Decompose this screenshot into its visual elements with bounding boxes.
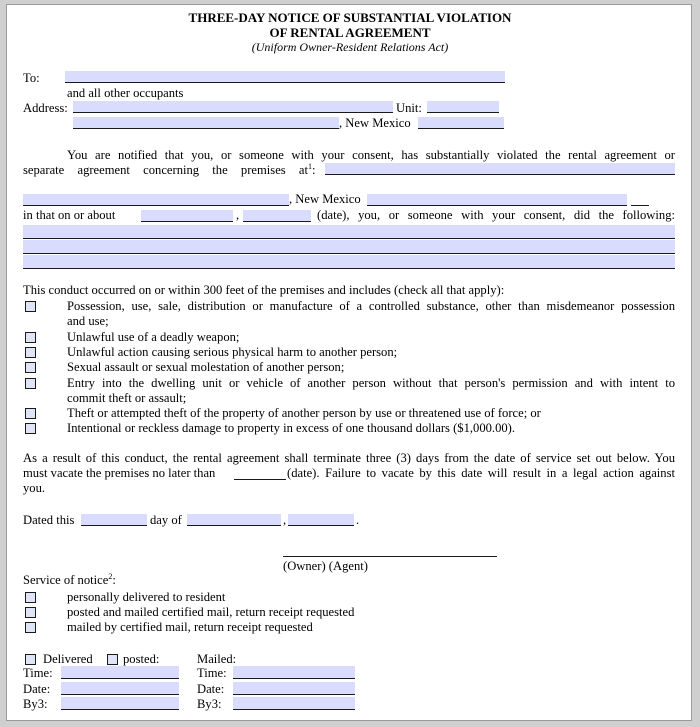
conduct-checkbox-7[interactable] (25, 423, 36, 434)
violation-new-mexico-label: , New Mexico (289, 192, 361, 206)
violation-line-2-colon: : (312, 163, 316, 177)
zip-field[interactable] (418, 117, 504, 129)
termination-line-2b: (date). Failure to vacate by this date will result in a legal action against (287, 466, 675, 480)
mailed-time-field[interactable] (233, 666, 355, 679)
posted-label: posted: (123, 652, 160, 666)
to-label: To: (23, 71, 40, 85)
delivered-time-label: Time: (23, 666, 53, 680)
subtitle: (Uniform Owner-Resident Relations Act) (251, 40, 449, 54)
date-field-1[interactable] (141, 210, 233, 222)
service-label-colon: : (112, 573, 116, 587)
delivered-date-field[interactable] (61, 682, 179, 695)
unit-field[interactable] (427, 101, 499, 113)
posted-checkbox[interactable] (107, 654, 118, 665)
delivered-by-field[interactable] (61, 697, 179, 710)
service-of-notice-label (23, 573, 116, 588)
violation-line-2-text: separate agreement concerning the premises at (23, 163, 308, 177)
conduct-checkbox-5[interactable] (25, 378, 36, 389)
dated-comma: , (283, 513, 287, 527)
date-comma: , (236, 208, 240, 222)
delivered-time-field[interactable] (61, 666, 179, 679)
conduct-item-4: Sexual assault or sexual molestation of another person; (67, 360, 345, 374)
mailed-date-field[interactable] (233, 682, 355, 695)
delivered-checkbox[interactable] (25, 654, 36, 665)
service-option-3: mailed by certified mail, return receipt requested (67, 620, 313, 634)
mailed-time-label: Time: (197, 666, 227, 680)
to-field[interactable] (65, 71, 505, 83)
conduct-item-7: Intentional or reckless damage to property in excess of one thousand dollars ($1,000.00). (67, 421, 516, 435)
on-or-about-label: in that on or about (23, 208, 116, 222)
mailed-date-label: Date: (197, 682, 225, 696)
owner-agent-label: (Owner) (Agent) (283, 559, 368, 573)
notice-page (6, 4, 692, 721)
conduct-item-5-line-2: commit theft or assault; (67, 391, 187, 405)
violation-line-1: You are notified that you, or someone with your consent, has substantially violated the rental agreement or (67, 148, 675, 162)
termination-line-1: As a result of this conduct, the rental agreement shall terminate three (3) days from the date of service set out below. You (23, 451, 675, 465)
violation-line-2 (23, 163, 315, 178)
premises-field-2[interactable] (23, 194, 289, 206)
date-field-2[interactable] (243, 210, 311, 222)
address-field-2[interactable] (73, 117, 339, 129)
premises-field-1[interactable] (325, 163, 675, 175)
conduct-item-3: Unlawful action causing serious physical harm to another person; (67, 345, 398, 359)
dated-day-field[interactable] (81, 514, 147, 526)
premises-field-3[interactable] (367, 194, 627, 206)
description-field-2[interactable] (23, 240, 675, 254)
conduct-checkbox-6[interactable] (25, 408, 36, 419)
service-label-text: Service of notice (23, 573, 109, 587)
premises-blank (631, 205, 649, 206)
conduct-checkbox-4[interactable] (25, 362, 36, 373)
signature-line[interactable] (283, 556, 497, 557)
address-label: Address: (23, 101, 68, 115)
description-field-3[interactable] (23, 255, 675, 269)
service-option-2: posted and mailed certified mail, return receipt requested (67, 605, 355, 619)
did-the-following-label: (date), you, or someone with your consent, did the following: (317, 208, 675, 222)
conduct-checkbox-3[interactable] (25, 347, 36, 358)
title-line-2: OF RENTAL AGREEMENT (269, 25, 431, 40)
service-checkbox-1[interactable] (25, 592, 36, 603)
dated-this-label: Dated this (23, 513, 75, 527)
service-checkbox-3[interactable] (25, 622, 36, 633)
mailed-by-field[interactable] (233, 697, 355, 710)
conduct-item-5-line-1: Entry into the dwelling unit or vehicle of another person without that person's permission and with intent to (67, 376, 675, 390)
footnote-2-marker: 2 (108, 571, 113, 581)
service-option-1: personally delivered to resident (67, 590, 226, 604)
conduct-item-6: Theft or attempted theft of the property of another person by use or threatened use of force; or (67, 406, 541, 420)
address-field-1[interactable] (73, 101, 393, 113)
termination-line-2a: must vacate the premises no later than (23, 466, 216, 480)
other-occupants-label: and all other occupants (67, 86, 184, 100)
unit-label: Unit: (396, 101, 422, 115)
service-checkbox-2[interactable] (25, 607, 36, 618)
conduct-item-1-line-1: Possession, use, sale, distribution or manufacture of a controlled substance, other than misdemeanor possession (67, 299, 675, 313)
delivered-date-label: Date: (23, 682, 51, 696)
termination-line-3: you. (23, 481, 46, 495)
mailed-by-label: By3: (197, 697, 222, 711)
dated-period: . (356, 513, 360, 527)
conduct-intro: This conduct occurred on or within 300 feet of the premises and includes (check all that apply): (23, 283, 505, 297)
title-line-1: THREE-DAY NOTICE OF SUBSTANTIAL VIOLATION (188, 10, 512, 25)
delivered-label: Delivered (43, 652, 93, 666)
delivered-by-label: By3: (23, 697, 48, 711)
footnote-1-marker: 1 (308, 161, 312, 171)
new-mexico-label: , New Mexico (339, 116, 411, 130)
description-field-1[interactable] (23, 225, 675, 239)
day-of-label: day of (150, 513, 182, 527)
conduct-item-1-line-2: and use; (67, 314, 109, 328)
conduct-checkbox-1[interactable] (25, 301, 36, 312)
conduct-checkbox-2[interactable] (25, 332, 36, 343)
dated-month-field[interactable] (187, 514, 281, 526)
mailed-label: Mailed: (197, 652, 237, 666)
dated-year-field[interactable] (288, 514, 354, 526)
conduct-item-2: Unlawful use of a deadly weapon; (67, 330, 240, 344)
vacate-date-blank[interactable] (234, 479, 286, 480)
